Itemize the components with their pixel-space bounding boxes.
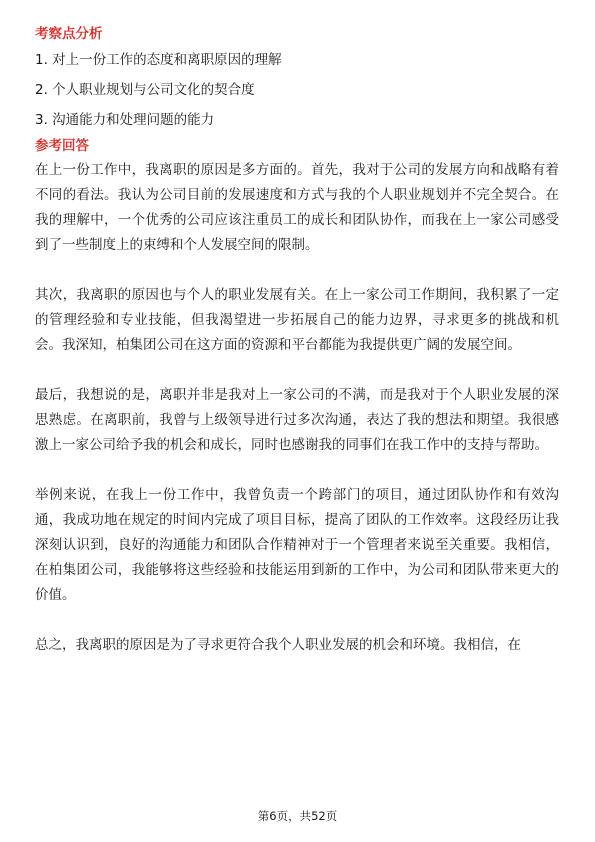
answer-paragraph-4: 举例来说，在我上一份工作中，我曾负责一个跨部门的项目，通过团队协作和有效沟通，我成功地在规定的时间内完成了项目目标，提高了团队的工作效率。这段经历让我深刻认识到，良好的沟通能力和团队合作精神对于一个管理者来说至关重要。我相信，在柏集团公司，我能够将这些经验和技能运用到新的工作中，为公司和团队带来更大的价值。 xyxy=(35,487,559,603)
analysis-point-1: 1. 对上一份工作的态度和离职原因的理解 xyxy=(35,52,282,68)
page-number-footer: 第6页，共52页 xyxy=(257,809,338,823)
page-content xyxy=(35,24,559,683)
answer-paragraph-2: 其次，我离职的原因也与个人的职业发展有关。在上一家公司工作期间，我积累了一定的管理经验和专业技能，但我渴望进一步拓展自己的能力边界，寻求更多的挑战和机会。我深知，柏集团公司在这方面的资源和平台都能为我提供更广阔的发展空间。 xyxy=(35,287,559,353)
analysis-heading: 考察点分析 xyxy=(35,26,103,42)
analysis-point-3: 3. 沟通能力和处理问题的能力 xyxy=(35,112,215,128)
answer-heading: 参考回答 xyxy=(35,138,89,154)
answer-paragraph-3: 最后，我想说的是，离职并非是我对上一家公司的不满，而是我对于个人职业发展的深思熟虑。在离职前，我曾与上级领导进行过多次沟通，表达了我的想法和期望。我很感激上一家公司给予我的机会和成长，同时也感谢我的同事们在我工作中的支持与帮助。 xyxy=(35,387,559,453)
analysis-point-2: 2. 个人职业规划与公司文化的契合度 xyxy=(35,82,255,98)
answer-paragraph-5: 总之，我离职的原因是为了寻求更符合我个人职业发展的机会和环境。我相信，在 xyxy=(35,637,521,653)
answer-paragraph-1: 在上一份工作中，我离职的原因是多方面的。首先，我对于公司的发展方向和战略有着不同的看法。我认为公司目前的发展速度和方式与我的个人职业规划并不完全契合。在我的理解中，一个优秀的公司应该注重员工的成长和团队协作，而我在上一家公司感受到了一些制度上的束缚和个人发展空间的限制。 xyxy=(35,162,559,253)
